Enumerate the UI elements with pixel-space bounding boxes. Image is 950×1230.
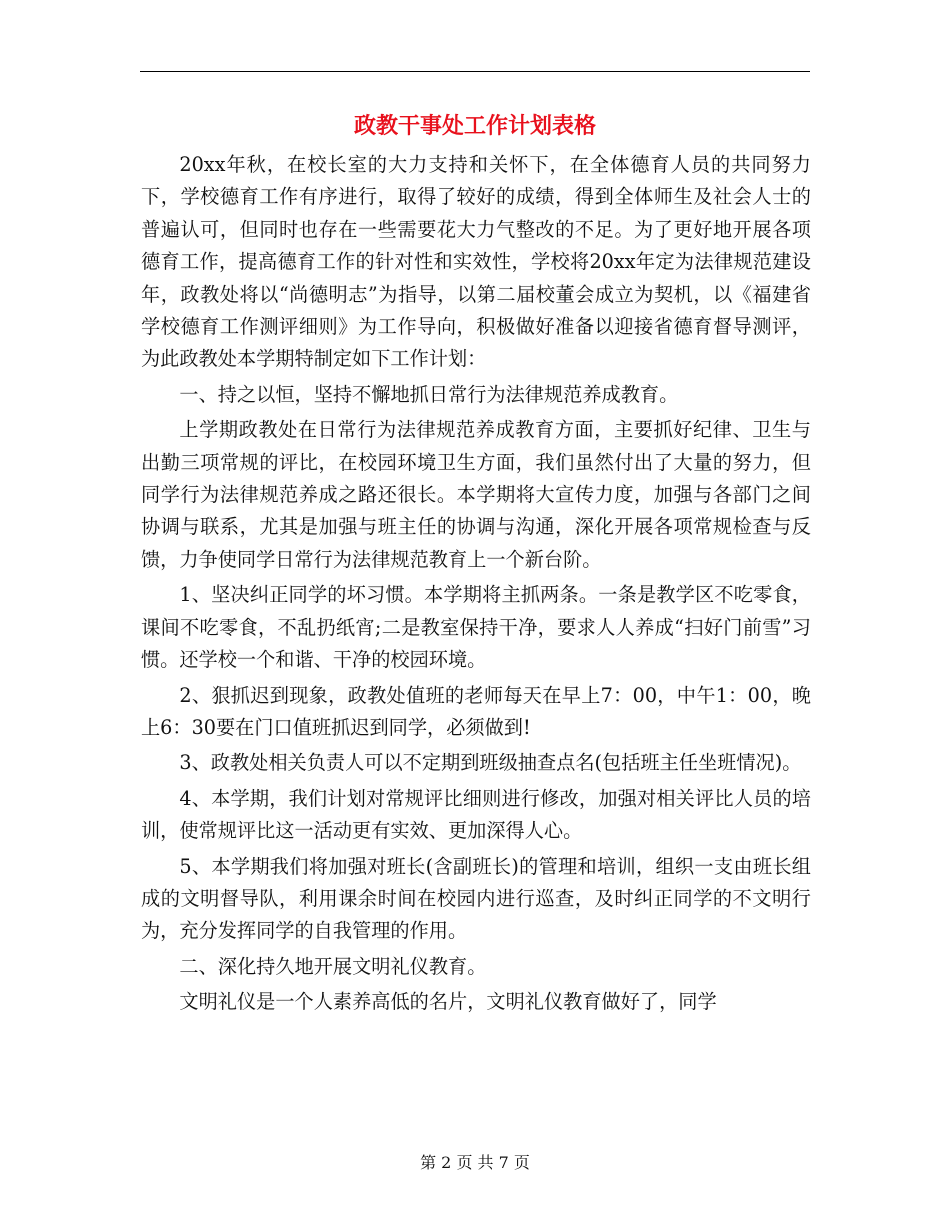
list-item-2: 2、狠抓迟到现象，政教处值班的老师每天在早上7：00，中午1：00，晚上6：30要在门口值班抓迟到同学，必须做到! (141, 683, 811, 739)
header-rule (140, 71, 810, 72)
document-title: 政教干事处工作计划表格 (353, 113, 596, 139)
paragraph-section-2: 文明礼仪是一个人素养高低的名片，文明礼仪教育做好了，同学 (179, 990, 717, 1014)
paragraph-section-1: 上学期政教处在日常行为法律规范养成教育方面，主要抓好纪律、卫生与出勤三项常规的评比，在校园环境卫生方面，我们虽然付出了大量的努力，但同学行为法律规范养成之路还很长。本学期将大宣传力度，加强与各部门之间协调与联系，尤其是加强与班主任的协调与沟通，深化开展各项常规检查与反馈，力争使同学日常行为法律规范教育上一个新台阶。 (141, 418, 811, 571)
document-body (141, 149, 811, 1022)
list-item-1: 1、坚决纠正同学的坏习惯。本学期将主抓两条。一条是教学区不吃零食，课间不吃零食，不乱扔纸宵;二是教室保持干净，要求人人养成“扫好门前雪”习惯。还学校一个和谐、干净的校园环境。 (141, 583, 811, 672)
paragraph-intro: 20xx年秋，在校长室的大力支持和关怀下，在全体德育人员的共同努力下，学校德育工作有序进行，取得了较好的成绩，得到全体师生及社会人士的普遍认可，但同时也存在一些需要花大力气整改的不足。为了更好地开展各项德育工作，提高德育工作的针对性和实效性，学校将20xx年定为法律规范建设年，政教处将以“尚德明志”为指导，以第二届校董会成立为契机，以《福建省学校德育工作测评细则》为工作导向，积极做好准备以迎接省德育督导测评，为此政教处本学期特制定如下工作计划： (141, 153, 811, 371)
list-item-3: 3、政教处相关负责人可以不定期到班级抽查点名(包括班主任坐班情况)。 (179, 751, 802, 775)
list-item-4: 4、本学期，我们计划对常规评比细则进行修改，加强对相关评比人员的培训，使常规评比这一活动更有实效、更加深得人心。 (141, 786, 811, 843)
page-number: 第 2 页 共 7 页 (420, 1153, 530, 1172)
list-item-5: 5、本学期我们将加强对班长(含副班长)的管理和培训，组织一支由班长组成的文明督导队，利用课余时间在校园内进行巡查，及时纠正同学的不文明行为，充分发挥同学的自我管理的作用。 (141, 854, 811, 943)
section-heading-1: 一、持之以恒，坚持不懈地抓日常行为法律规范养成教育。 (179, 382, 679, 406)
section-heading-2: 二、深化持久地开展文明礼仪教育。 (179, 954, 487, 978)
